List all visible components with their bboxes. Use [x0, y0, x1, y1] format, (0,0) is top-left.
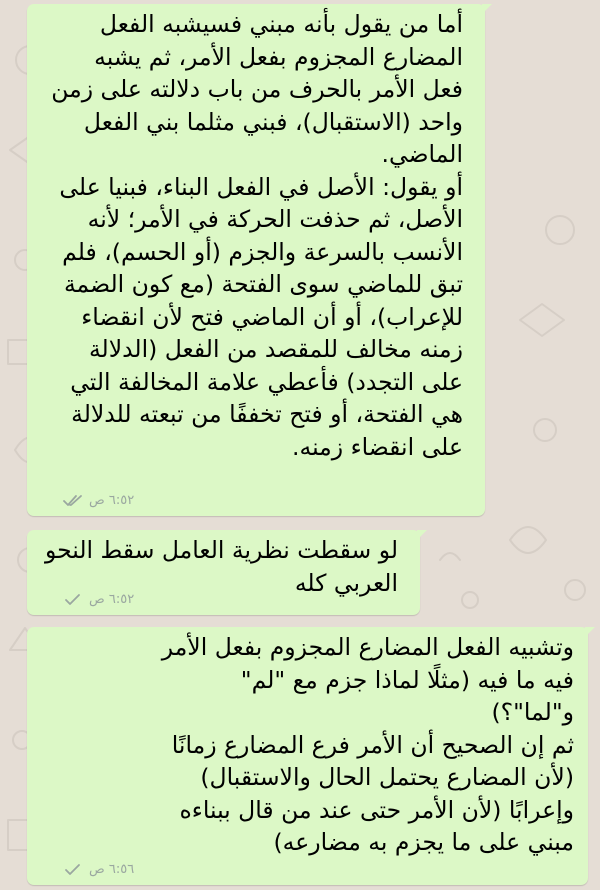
message-text	[45, 534, 398, 599]
message-line: المضارع المجزوم بفعل الأمر، ثم يشبه	[94, 42, 463, 71]
message-line: الأنسب بالسرعة والجزم (أو الحسم)، فلم	[62, 237, 463, 266]
message-line: واحد (الاستقبال)، فبني مثلما بني الفعل	[83, 107, 463, 136]
message-line: وتشبيه الفعل المضارع المجزوم بفعل الأمر	[161, 633, 574, 661]
message-line: على التجدد) فأعطي علامة المخالفة التي	[70, 367, 463, 396]
message-line: زمنه مخالف للمقصد من الفعل (الدلالة	[88, 335, 463, 363]
message-line: الماضي.	[381, 140, 463, 168]
single-check-icon	[63, 863, 83, 877]
message-bubble[interactable]	[27, 4, 485, 516]
message-line: الأصل، ثم حذفت الحركة في الأمر؛ لأنه	[87, 205, 463, 233]
message-bubble[interactable]	[27, 627, 588, 885]
message-line: أما من يقول بأنه مبني فسيشبه الفعل	[99, 10, 463, 38]
bubble-tail	[482, 4, 492, 14]
message-line: وإعرابًا (لأن الأمر حتى عند من قال ببناءه	[179, 795, 574, 824]
message-line: أو يقول: الأصل في الفعل البناء، فبنيا على	[59, 172, 463, 201]
message-bubble[interactable]	[27, 530, 420, 615]
message-meta	[63, 862, 134, 877]
message-line: هي الفتحة، أو فتح تخففًا من تبعته للدلالة	[71, 400, 463, 428]
bubble-tail	[417, 530, 427, 540]
message-time: ٦:٥٦ ص	[89, 862, 135, 877]
message-line: العربي كله	[294, 568, 398, 597]
message-text	[162, 631, 574, 859]
message-line: (لأن المضارع يحتمل الحال والاستقبال)	[200, 763, 574, 791]
message-meta	[63, 493, 134, 508]
message-line: للإعراب)، أو أن الماضي فتح لأن انقضاء	[81, 302, 463, 331]
message-line: على انقضاء زمنه.	[292, 432, 463, 461]
double-check-icon	[63, 494, 83, 508]
message-time: ٦:٥٢ ص	[89, 493, 135, 508]
message-text	[51, 8, 463, 463]
bubble-tail	[585, 627, 595, 637]
message-line: فيه ما فيه (مثلًا لماذا جزم مع "لم"	[240, 665, 574, 694]
message-line: لو سقطت نظرية العامل سقط النحو	[44, 536, 398, 564]
message-meta	[63, 592, 134, 607]
message-line: ثم إن الصحيح أن الأمر فرع المضارع زمانًا	[171, 730, 574, 759]
message-line: فعل الأمر بالحرف من باب دلالته على زمن	[51, 75, 463, 103]
message-line: تبق للماضي سوى الفتحة (مع كون الضمة	[63, 270, 463, 298]
message-line: مبني على ما يجزم به مضارعه)	[273, 828, 574, 856]
message-line: و"لما"؟)	[491, 698, 574, 726]
message-time: ٦:٥٢ ص	[89, 592, 135, 607]
single-check-icon	[63, 593, 83, 607]
